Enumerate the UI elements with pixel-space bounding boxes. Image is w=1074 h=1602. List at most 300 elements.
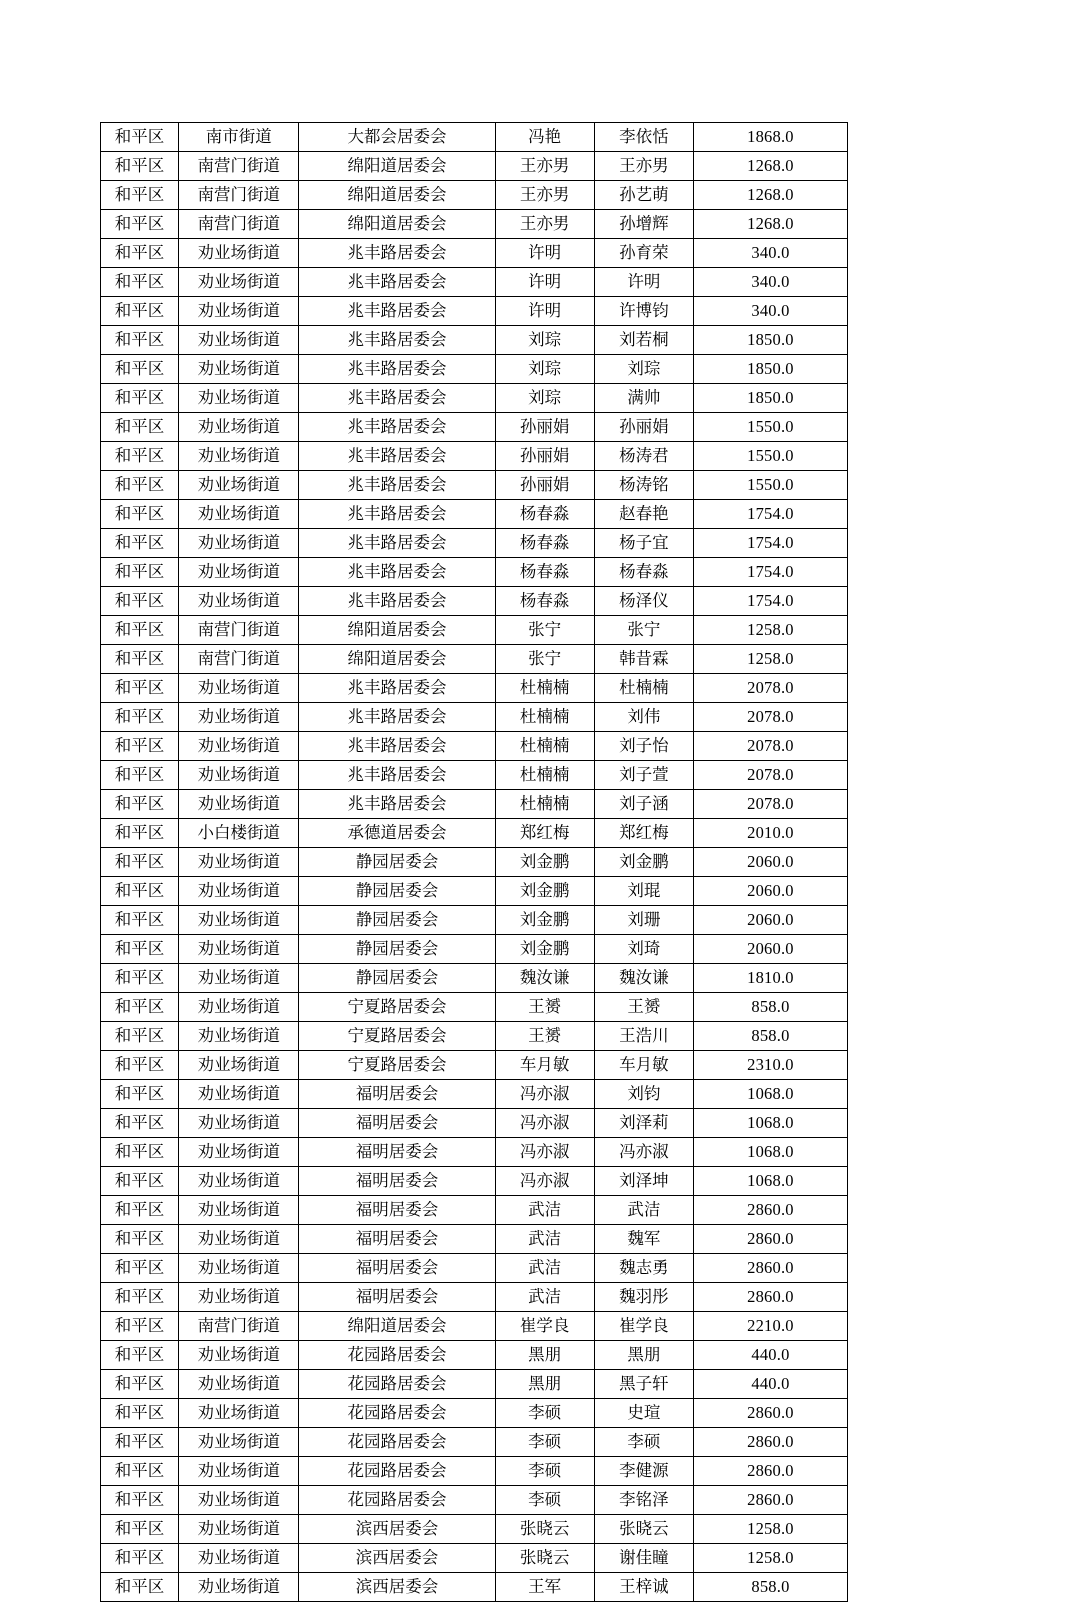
- table-cell: 劝业场街道: [179, 1573, 299, 1602]
- table-cell: 福明居委会: [299, 1080, 495, 1109]
- table-cell: 刘琮: [495, 326, 594, 355]
- table-cell: 劝业场街道: [179, 326, 299, 355]
- table-cell: 张宁: [495, 645, 594, 674]
- table-cell: 兆丰路居委会: [299, 703, 495, 732]
- table-cell: 杜楠楠: [495, 761, 594, 790]
- table-cell: 和平区: [101, 935, 179, 964]
- table-cell: 绵阳道居委会: [299, 210, 495, 239]
- table-cell: 李硕: [495, 1428, 594, 1457]
- table-cell: 杨涛君: [594, 442, 693, 471]
- table-cell: 2078.0: [693, 732, 847, 761]
- table-cell: 许明: [495, 239, 594, 268]
- table-cell: 劝业场街道: [179, 1370, 299, 1399]
- table-cell: 刘金鹏: [495, 877, 594, 906]
- table-cell: 和平区: [101, 645, 179, 674]
- table-row: [101, 123, 848, 152]
- table-row: [101, 297, 848, 326]
- table-cell: 2060.0: [693, 848, 847, 877]
- table-cell: 和平区: [101, 297, 179, 326]
- table-cell: 和平区: [101, 1341, 179, 1370]
- table-cell: 劝业场街道: [179, 442, 299, 471]
- table-cell: 和平区: [101, 326, 179, 355]
- table-row: [101, 355, 848, 384]
- table-cell: 劝业场街道: [179, 906, 299, 935]
- table-cell: 和平区: [101, 1283, 179, 1312]
- table-cell: 1754.0: [693, 500, 847, 529]
- table-cell: 杜楠楠: [495, 790, 594, 819]
- table-cell: 福明居委会: [299, 1254, 495, 1283]
- table-cell: 兆丰路居委会: [299, 239, 495, 268]
- table-row: [101, 1254, 848, 1283]
- table-cell: 兆丰路居委会: [299, 732, 495, 761]
- table-cell: 兆丰路居委会: [299, 326, 495, 355]
- table-cell: 和平区: [101, 1225, 179, 1254]
- table-row: [101, 645, 848, 674]
- table-cell: 宁夏路居委会: [299, 1051, 495, 1080]
- table-cell: 1268.0: [693, 181, 847, 210]
- table-cell: 魏军: [594, 1225, 693, 1254]
- table-cell: 刘金鹏: [495, 935, 594, 964]
- table-cell: 和平区: [101, 848, 179, 877]
- table-cell: 武洁: [495, 1225, 594, 1254]
- table-cell: 张宁: [495, 616, 594, 645]
- table-row: [101, 674, 848, 703]
- table-row: [101, 1544, 848, 1573]
- table-cell: 花园路居委会: [299, 1486, 495, 1515]
- table-cell: 和平区: [101, 558, 179, 587]
- table-container: [100, 122, 848, 1602]
- table-cell: 劝业场街道: [179, 1051, 299, 1080]
- table-cell: 和平区: [101, 790, 179, 819]
- table-cell: 和平区: [101, 587, 179, 616]
- table-cell: 刘钧: [594, 1080, 693, 1109]
- table-row: [101, 471, 848, 500]
- table-cell: 1754.0: [693, 587, 847, 616]
- table-row: [101, 1051, 848, 1080]
- table-cell: 杨子宜: [594, 529, 693, 558]
- table-row: [101, 1080, 848, 1109]
- table-cell: 1068.0: [693, 1109, 847, 1138]
- table-cell: 1268.0: [693, 210, 847, 239]
- table-row: [101, 906, 848, 935]
- table-cell: 劝业场街道: [179, 1109, 299, 1138]
- table-cell: 和平区: [101, 1399, 179, 1428]
- table-row: [101, 703, 848, 732]
- table-cell: 劝业场街道: [179, 384, 299, 413]
- table-cell: 南市街道: [179, 123, 299, 152]
- table-row: [101, 558, 848, 587]
- table-cell: 2860.0: [693, 1399, 847, 1428]
- table-cell: 和平区: [101, 500, 179, 529]
- table-row: [101, 1428, 848, 1457]
- table-cell: 劝业场街道: [179, 993, 299, 1022]
- table-cell: 武洁: [594, 1196, 693, 1225]
- table-cell: 杜楠楠: [495, 732, 594, 761]
- table-cell: 劝业场街道: [179, 500, 299, 529]
- table-cell: 福明居委会: [299, 1196, 495, 1225]
- table-cell: 张晓云: [495, 1544, 594, 1573]
- table-cell: 1258.0: [693, 645, 847, 674]
- table-cell: 福明居委会: [299, 1283, 495, 1312]
- table-cell: 和平区: [101, 993, 179, 1022]
- table-row: [101, 239, 848, 268]
- table-cell: 赵春艳: [594, 500, 693, 529]
- table-cell: 兆丰路居委会: [299, 674, 495, 703]
- table-cell: 王亦男: [594, 152, 693, 181]
- table-cell: 刘伟: [594, 703, 693, 732]
- table-cell: 劝业场街道: [179, 674, 299, 703]
- table-row: [101, 413, 848, 442]
- table-cell: 劝业场街道: [179, 703, 299, 732]
- table-cell: 李硕: [594, 1428, 693, 1457]
- table-cell: 王赟: [495, 993, 594, 1022]
- table-cell: 刘金鹏: [594, 848, 693, 877]
- table-cell: 1068.0: [693, 1080, 847, 1109]
- table-cell: 静园居委会: [299, 935, 495, 964]
- table-cell: 和平区: [101, 1486, 179, 1515]
- table-cell: 魏羽彤: [594, 1283, 693, 1312]
- table-cell: 劝业场街道: [179, 1486, 299, 1515]
- table-cell: 440.0: [693, 1341, 847, 1370]
- table-cell: 劝业场街道: [179, 732, 299, 761]
- table-cell: 和平区: [101, 152, 179, 181]
- table-cell: 858.0: [693, 993, 847, 1022]
- table-cell: 南营门街道: [179, 181, 299, 210]
- table-cell: 兆丰路居委会: [299, 761, 495, 790]
- table-cell: 冯艳: [495, 123, 594, 152]
- table-cell: 刘子涵: [594, 790, 693, 819]
- table-cell: 劝业场街道: [179, 239, 299, 268]
- table-cell: 滨西居委会: [299, 1573, 495, 1602]
- table-cell: 杨泽仪: [594, 587, 693, 616]
- table-cell: 劝业场街道: [179, 587, 299, 616]
- table-cell: 2078.0: [693, 703, 847, 732]
- table-cell: 劝业场街道: [179, 558, 299, 587]
- table-cell: 滨西居委会: [299, 1515, 495, 1544]
- table-cell: 杜楠楠: [495, 703, 594, 732]
- table-cell: 和平区: [101, 1167, 179, 1196]
- table-cell: 1550.0: [693, 471, 847, 500]
- table-cell: 和平区: [101, 906, 179, 935]
- table-cell: 2060.0: [693, 906, 847, 935]
- table-cell: 宁夏路居委会: [299, 993, 495, 1022]
- table-cell: 和平区: [101, 442, 179, 471]
- table-cell: 兆丰路居委会: [299, 790, 495, 819]
- table-cell: 王军: [495, 1573, 594, 1602]
- table-row: [101, 616, 848, 645]
- table-cell: 1268.0: [693, 152, 847, 181]
- table-cell: 冯亦淑: [495, 1167, 594, 1196]
- table-row: [101, 935, 848, 964]
- table-cell: 兆丰路居委会: [299, 500, 495, 529]
- table-cell: 和平区: [101, 181, 179, 210]
- table-cell: 刘琨: [594, 877, 693, 906]
- table-cell: 1868.0: [693, 123, 847, 152]
- table-cell: 车月敏: [594, 1051, 693, 1080]
- table-row: [101, 442, 848, 471]
- table-cell: 杨春淼: [495, 529, 594, 558]
- table-cell: 冯亦淑: [594, 1138, 693, 1167]
- table-cell: 2010.0: [693, 819, 847, 848]
- table-cell: 许明: [495, 268, 594, 297]
- table-row: [101, 152, 848, 181]
- table-cell: 和平区: [101, 1457, 179, 1486]
- table-cell: 福明居委会: [299, 1138, 495, 1167]
- table-cell: 858.0: [693, 1022, 847, 1051]
- table-cell: 劝业场街道: [179, 1544, 299, 1573]
- table-cell: 2310.0: [693, 1051, 847, 1080]
- table-cell: 杨春淼: [594, 558, 693, 587]
- table-cell: 绵阳道居委会: [299, 645, 495, 674]
- table-cell: 孙丽娟: [495, 413, 594, 442]
- table-row: [101, 1022, 848, 1051]
- table-row: [101, 210, 848, 239]
- table-cell: 劝业场街道: [179, 1167, 299, 1196]
- table-cell: 许明: [495, 297, 594, 326]
- table-cell: 劝业场街道: [179, 1080, 299, 1109]
- table-cell: 劝业场街道: [179, 1515, 299, 1544]
- table-cell: 劝业场街道: [179, 848, 299, 877]
- table-cell: 满帅: [594, 384, 693, 413]
- table-cell: 刘泽坤: [594, 1167, 693, 1196]
- table-cell: 劝业场街道: [179, 1283, 299, 1312]
- table-row: [101, 181, 848, 210]
- table-cell: 2860.0: [693, 1283, 847, 1312]
- table-cell: 郑红梅: [594, 819, 693, 848]
- table-row: [101, 1109, 848, 1138]
- table-cell: 340.0: [693, 268, 847, 297]
- table-cell: 绵阳道居委会: [299, 152, 495, 181]
- table-cell: 孙丽娟: [594, 413, 693, 442]
- table-cell: 滨西居委会: [299, 1544, 495, 1573]
- table-cell: 和平区: [101, 1051, 179, 1080]
- table-cell: 绵阳道居委会: [299, 1312, 495, 1341]
- table-cell: 858.0: [693, 1573, 847, 1602]
- table-cell: 和平区: [101, 268, 179, 297]
- table-cell: 李铭泽: [594, 1486, 693, 1515]
- table-cell: 黑朋: [594, 1341, 693, 1370]
- table-cell: 和平区: [101, 761, 179, 790]
- table-cell: 劝业场街道: [179, 935, 299, 964]
- table-cell: 王亦男: [495, 181, 594, 210]
- table-cell: 和平区: [101, 819, 179, 848]
- table-cell: 劝业场街道: [179, 268, 299, 297]
- table-cell: 武洁: [495, 1196, 594, 1225]
- table-row: [101, 384, 848, 413]
- table-cell: 2078.0: [693, 674, 847, 703]
- table-cell: 劝业场街道: [179, 877, 299, 906]
- table-cell: 孙艺萌: [594, 181, 693, 210]
- table-cell: 和平区: [101, 1515, 179, 1544]
- table-cell: 杜楠楠: [495, 674, 594, 703]
- table-cell: 静园居委会: [299, 877, 495, 906]
- table-cell: 刘泽莉: [594, 1109, 693, 1138]
- table-row: [101, 1399, 848, 1428]
- table-cell: 劝业场街道: [179, 1254, 299, 1283]
- table-cell: 和平区: [101, 732, 179, 761]
- table-cell: 和平区: [101, 877, 179, 906]
- table-cell: 劝业场街道: [179, 790, 299, 819]
- table-cell: 和平区: [101, 471, 179, 500]
- table-cell: 劝业场街道: [179, 471, 299, 500]
- table-cell: 孙丽娟: [495, 471, 594, 500]
- table-cell: 2060.0: [693, 935, 847, 964]
- table-cell: 和平区: [101, 413, 179, 442]
- table-cell: 刘金鹏: [495, 906, 594, 935]
- table-row: [101, 993, 848, 1022]
- table-cell: 史瑄: [594, 1399, 693, 1428]
- table-cell: 武洁: [495, 1254, 594, 1283]
- table-cell: 南营门街道: [179, 616, 299, 645]
- table-cell: 和平区: [101, 384, 179, 413]
- table-cell: 劝业场街道: [179, 964, 299, 993]
- table-row: [101, 1225, 848, 1254]
- table-cell: 和平区: [101, 355, 179, 384]
- table-cell: 刘子萱: [594, 761, 693, 790]
- table-cell: 南营门街道: [179, 152, 299, 181]
- table-cell: 花园路居委会: [299, 1428, 495, 1457]
- table-cell: 花园路居委会: [299, 1341, 495, 1370]
- table-cell: 1850.0: [693, 355, 847, 384]
- table-cell: 兆丰路居委会: [299, 529, 495, 558]
- table-cell: 340.0: [693, 239, 847, 268]
- table-cell: 冯亦淑: [495, 1080, 594, 1109]
- table-row: [101, 587, 848, 616]
- table-cell: 许博钧: [594, 297, 693, 326]
- table-cell: 刘金鹏: [495, 848, 594, 877]
- table-cell: 魏汝谦: [495, 964, 594, 993]
- table-cell: 花园路居委会: [299, 1457, 495, 1486]
- table-cell: 张宁: [594, 616, 693, 645]
- table-cell: 440.0: [693, 1370, 847, 1399]
- table-cell: 黑子轩: [594, 1370, 693, 1399]
- table-cell: 黑朋: [495, 1341, 594, 1370]
- table-cell: 2060.0: [693, 877, 847, 906]
- table-cell: 劝业场街道: [179, 1457, 299, 1486]
- table-cell: 许明: [594, 268, 693, 297]
- table-row: [101, 819, 848, 848]
- table-cell: 兆丰路居委会: [299, 413, 495, 442]
- table-row: [101, 1573, 848, 1602]
- table-cell: 兆丰路居委会: [299, 384, 495, 413]
- table-cell: 王亦男: [495, 152, 594, 181]
- table-cell: 孙丽娟: [495, 442, 594, 471]
- table-cell: 崔学良: [594, 1312, 693, 1341]
- table-cell: 和平区: [101, 616, 179, 645]
- data-table: [100, 122, 848, 1602]
- table-cell: 武洁: [495, 1283, 594, 1312]
- table-cell: 和平区: [101, 1196, 179, 1225]
- table-cell: 张晓云: [495, 1515, 594, 1544]
- table-cell: 李硕: [495, 1399, 594, 1428]
- table-cell: 兆丰路居委会: [299, 471, 495, 500]
- table-cell: 劝业场街道: [179, 1341, 299, 1370]
- table-body: [101, 123, 848, 1602]
- table-cell: 劝业场街道: [179, 1196, 299, 1225]
- table-cell: 劝业场街道: [179, 413, 299, 442]
- table-cell: 和平区: [101, 1022, 179, 1051]
- table-cell: 2078.0: [693, 790, 847, 819]
- table-cell: 1754.0: [693, 529, 847, 558]
- table-cell: 刘琦: [594, 935, 693, 964]
- table-cell: 冯亦淑: [495, 1138, 594, 1167]
- table-row: [101, 761, 848, 790]
- table-cell: 和平区: [101, 1428, 179, 1457]
- table-cell: 劝业场街道: [179, 1138, 299, 1167]
- table-cell: 刘琮: [495, 384, 594, 413]
- table-cell: 劝业场街道: [179, 355, 299, 384]
- table-cell: 车月敏: [495, 1051, 594, 1080]
- table-cell: 静园居委会: [299, 848, 495, 877]
- table-cell: 劝业场街道: [179, 1428, 299, 1457]
- table-row: [101, 1341, 848, 1370]
- table-row: [101, 1196, 848, 1225]
- table-cell: 承德道居委会: [299, 819, 495, 848]
- table-cell: 1068.0: [693, 1138, 847, 1167]
- table-cell: 1068.0: [693, 1167, 847, 1196]
- table-cell: 2860.0: [693, 1457, 847, 1486]
- table-cell: 李健源: [594, 1457, 693, 1486]
- table-row: [101, 1370, 848, 1399]
- table-cell: 兆丰路居委会: [299, 587, 495, 616]
- table-cell: 南营门街道: [179, 645, 299, 674]
- table-cell: 和平区: [101, 703, 179, 732]
- table-row: [101, 529, 848, 558]
- table-cell: 王赟: [594, 993, 693, 1022]
- table-row: [101, 790, 848, 819]
- table-cell: 和平区: [101, 964, 179, 993]
- table-row: [101, 732, 848, 761]
- table-row: [101, 1486, 848, 1515]
- table-cell: 兆丰路居委会: [299, 268, 495, 297]
- table-cell: 韩昔霖: [594, 645, 693, 674]
- table-cell: 和平区: [101, 1109, 179, 1138]
- table-cell: 王亦男: [495, 210, 594, 239]
- table-cell: 刘珊: [594, 906, 693, 935]
- table-cell: 孙育荣: [594, 239, 693, 268]
- table-cell: 杜楠楠: [594, 674, 693, 703]
- table-cell: 福明居委会: [299, 1109, 495, 1138]
- table-cell: 1850.0: [693, 326, 847, 355]
- table-cell: 王赟: [495, 1022, 594, 1051]
- table-row: [101, 1283, 848, 1312]
- table-cell: 1550.0: [693, 413, 847, 442]
- table-cell: 兆丰路居委会: [299, 558, 495, 587]
- table-cell: 和平区: [101, 123, 179, 152]
- table-row: [101, 500, 848, 529]
- table-cell: 劝业场街道: [179, 297, 299, 326]
- table-cell: 和平区: [101, 529, 179, 558]
- table-cell: 李硕: [495, 1457, 594, 1486]
- table-cell: 1810.0: [693, 964, 847, 993]
- table-cell: 南营门街道: [179, 1312, 299, 1341]
- table-cell: 2860.0: [693, 1225, 847, 1254]
- table-cell: 绵阳道居委会: [299, 181, 495, 210]
- table-cell: 劝业场街道: [179, 761, 299, 790]
- table-cell: 花园路居委会: [299, 1370, 495, 1399]
- table-cell: 刘琮: [495, 355, 594, 384]
- table-cell: 2860.0: [693, 1428, 847, 1457]
- table-cell: 冯亦淑: [495, 1109, 594, 1138]
- table-cell: 和平区: [101, 1312, 179, 1341]
- table-row: [101, 1167, 848, 1196]
- table-cell: 2078.0: [693, 761, 847, 790]
- table-cell: 和平区: [101, 674, 179, 703]
- table-cell: 福明居委会: [299, 1167, 495, 1196]
- table-row: [101, 848, 848, 877]
- table-cell: 1258.0: [693, 1515, 847, 1544]
- table-row: [101, 268, 848, 297]
